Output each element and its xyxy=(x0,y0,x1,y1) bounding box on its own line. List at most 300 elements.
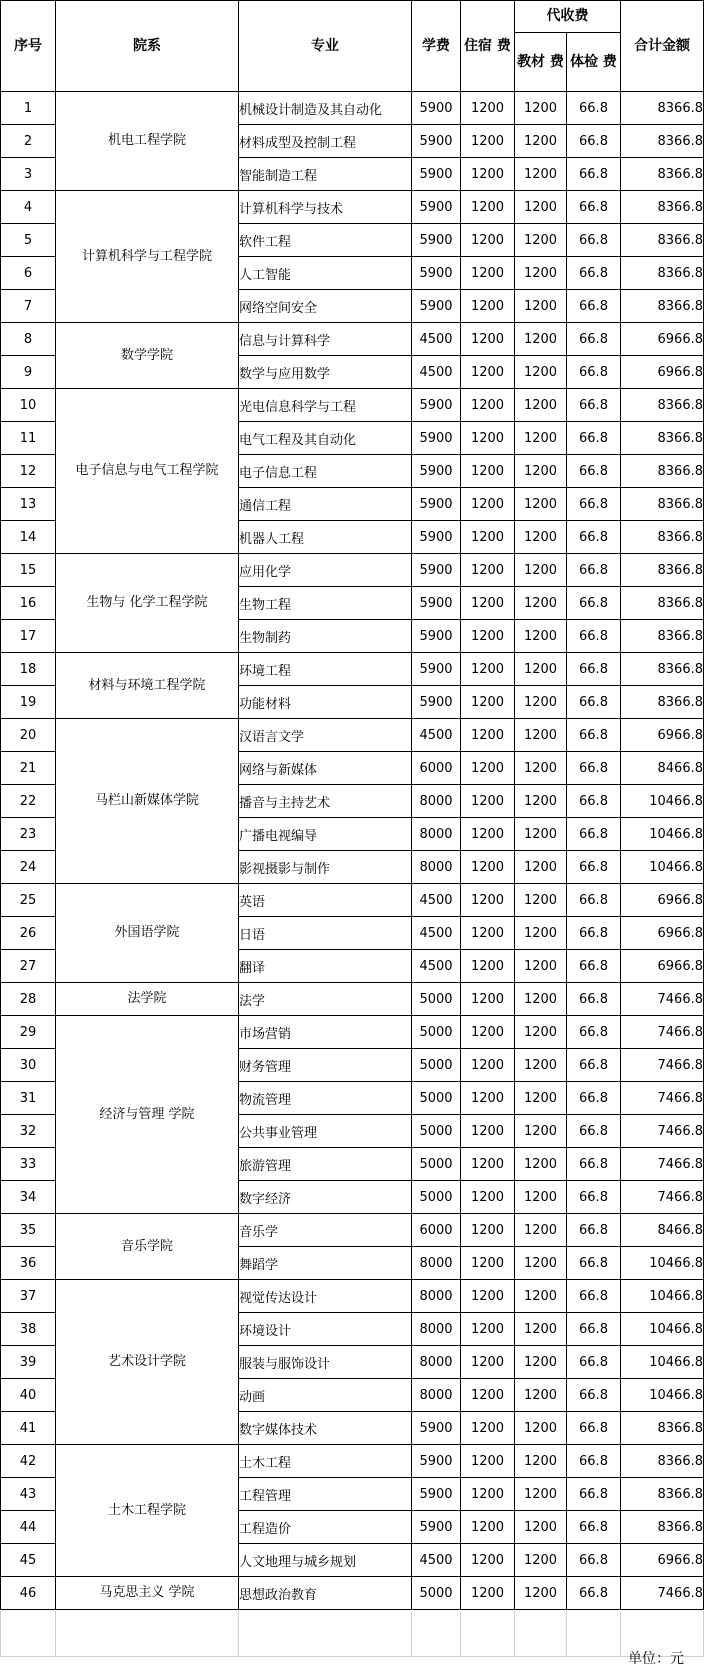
exam-fee-cell: 66.8 xyxy=(567,1346,621,1379)
exam-fee-cell: 66.8 xyxy=(567,587,621,620)
tuition-cell: 5000 xyxy=(412,1049,461,1082)
seq-cell: 19 xyxy=(1,686,56,719)
dorm-fee-cell: 1200 xyxy=(461,521,515,554)
major-cell: 数字经济 xyxy=(239,1181,412,1214)
dorm-fee-cell: 1200 xyxy=(461,1445,515,1478)
header-dorm: 住宿 费 xyxy=(461,1,515,92)
table-row xyxy=(1,323,704,356)
dorm-fee-cell: 1200 xyxy=(461,983,515,1016)
textbook-fee-cell: 1200 xyxy=(515,752,567,785)
exam-fee-cell: 66.8 xyxy=(567,488,621,521)
department-cell: 法学院 xyxy=(56,983,239,1016)
seq-cell: 34 xyxy=(1,1181,56,1214)
textbook-fee-cell: 1200 xyxy=(515,224,567,257)
tuition-cell: 8000 xyxy=(412,785,461,818)
tuition-cell: 4500 xyxy=(412,884,461,917)
total-cell: 10466.8 xyxy=(621,1346,704,1379)
exam-fee-cell: 66.8 xyxy=(567,1181,621,1214)
textbook-fee-cell: 1200 xyxy=(515,1049,567,1082)
seq-cell: 12 xyxy=(1,455,56,488)
exam-fee-cell: 66.8 xyxy=(567,620,621,653)
exam-fee-cell: 66.8 xyxy=(567,1313,621,1346)
exam-fee-cell: 66.8 xyxy=(567,323,621,356)
seq-cell: 1 xyxy=(1,92,56,125)
table-row xyxy=(1,92,704,125)
seq-cell: 27 xyxy=(1,950,56,983)
seq-cell: 32 xyxy=(1,1115,56,1148)
seq-cell: 2 xyxy=(1,125,56,158)
dorm-fee-cell: 1200 xyxy=(461,356,515,389)
seq-cell: 24 xyxy=(1,851,56,884)
total-cell: 8366.8 xyxy=(621,290,704,323)
total-cell: 7466.8 xyxy=(621,1082,704,1115)
exam-fee-cell: 66.8 xyxy=(567,1544,621,1577)
major-cell: 电子信息工程 xyxy=(239,455,412,488)
major-cell: 思想政治教育 xyxy=(239,1577,412,1610)
dorm-fee-cell: 1200 xyxy=(461,554,515,587)
tuition-cell: 5900 xyxy=(412,1478,461,1511)
empty-cell xyxy=(239,1610,412,1657)
exam-fee-cell: 66.8 xyxy=(567,1412,621,1445)
seq-cell: 9 xyxy=(1,356,56,389)
seq-cell: 43 xyxy=(1,1478,56,1511)
seq-cell: 37 xyxy=(1,1280,56,1313)
textbook-fee-cell: 1200 xyxy=(515,389,567,422)
tuition-cell: 8000 xyxy=(412,1379,461,1412)
dorm-fee-cell: 1200 xyxy=(461,686,515,719)
major-cell: 市场营销 xyxy=(239,1016,412,1049)
total-cell: 6966.8 xyxy=(621,719,704,752)
tuition-cell: 5000 xyxy=(412,1148,461,1181)
major-cell: 日语 xyxy=(239,917,412,950)
tuition-cell: 5000 xyxy=(412,1016,461,1049)
tuition-cell: 5900 xyxy=(412,422,461,455)
exam-fee-cell: 66.8 xyxy=(567,1379,621,1412)
major-cell: 翻译 xyxy=(239,950,412,983)
tuition-cell: 8000 xyxy=(412,851,461,884)
dorm-fee-cell: 1200 xyxy=(461,917,515,950)
total-cell: 8366.8 xyxy=(621,224,704,257)
major-cell: 服装与服饰设计 xyxy=(239,1346,412,1379)
exam-fee-cell: 66.8 xyxy=(567,1280,621,1313)
textbook-fee-cell: 1200 xyxy=(515,290,567,323)
major-cell: 广播电视编导 xyxy=(239,818,412,851)
textbook-fee-cell: 1200 xyxy=(515,554,567,587)
textbook-fee-cell: 1200 xyxy=(515,785,567,818)
textbook-fee-cell: 1200 xyxy=(515,1115,567,1148)
total-cell: 7466.8 xyxy=(621,1049,704,1082)
seq-cell: 38 xyxy=(1,1313,56,1346)
major-cell: 土木工程 xyxy=(239,1445,412,1478)
seq-cell: 42 xyxy=(1,1445,56,1478)
total-cell: 7466.8 xyxy=(621,1577,704,1610)
exam-fee-cell: 66.8 xyxy=(567,191,621,224)
seq-cell: 22 xyxy=(1,785,56,818)
textbook-fee-cell: 1200 xyxy=(515,422,567,455)
exam-fee-cell: 66.8 xyxy=(567,1049,621,1082)
total-cell: 8366.8 xyxy=(621,257,704,290)
dorm-fee-cell: 1200 xyxy=(461,1016,515,1049)
dorm-fee-cell: 1200 xyxy=(461,1412,515,1445)
total-cell: 10466.8 xyxy=(621,818,704,851)
empty-cell xyxy=(412,1610,461,1657)
textbook-fee-cell: 1200 xyxy=(515,1577,567,1610)
exam-fee-cell: 66.8 xyxy=(567,1478,621,1511)
tuition-cell: 5900 xyxy=(412,554,461,587)
department-cell: 电子信息与电气工程学院 xyxy=(56,389,239,554)
exam-fee-cell: 66.8 xyxy=(567,1247,621,1280)
seq-cell: 46 xyxy=(1,1577,56,1610)
dorm-fee-cell: 1200 xyxy=(461,1313,515,1346)
table-body xyxy=(1,92,704,1657)
textbook-fee-cell: 1200 xyxy=(515,653,567,686)
textbook-fee-cell: 1200 xyxy=(515,521,567,554)
header-major: 专业 xyxy=(239,1,412,92)
dorm-fee-cell: 1200 xyxy=(461,785,515,818)
tuition-cell: 5900 xyxy=(412,224,461,257)
dorm-fee-cell: 1200 xyxy=(461,851,515,884)
total-cell: 10466.8 xyxy=(621,1280,704,1313)
dorm-fee-cell: 1200 xyxy=(461,92,515,125)
seq-cell: 3 xyxy=(1,158,56,191)
seq-cell: 21 xyxy=(1,752,56,785)
total-cell: 8366.8 xyxy=(621,125,704,158)
dorm-fee-cell: 1200 xyxy=(461,884,515,917)
textbook-fee-cell: 1200 xyxy=(515,257,567,290)
major-cell: 计算机科学与技术 xyxy=(239,191,412,224)
textbook-fee-cell: 1200 xyxy=(515,1511,567,1544)
total-cell: 7466.8 xyxy=(621,1016,704,1049)
tuition-cell: 4500 xyxy=(412,323,461,356)
department-cell: 马栏山新媒体学院 xyxy=(56,719,239,884)
table-row xyxy=(1,1445,704,1478)
exam-fee-cell: 66.8 xyxy=(567,983,621,1016)
table-row xyxy=(1,1214,704,1247)
total-cell: 8366.8 xyxy=(621,653,704,686)
tuition-cell: 5000 xyxy=(412,983,461,1016)
major-cell: 公共事业管理 xyxy=(239,1115,412,1148)
seq-cell: 15 xyxy=(1,554,56,587)
tuition-cell: 4500 xyxy=(412,719,461,752)
total-cell: 8466.8 xyxy=(621,752,704,785)
dorm-fee-cell: 1200 xyxy=(461,719,515,752)
textbook-fee-cell: 1200 xyxy=(515,1445,567,1478)
textbook-fee-cell: 1200 xyxy=(515,92,567,125)
dorm-fee-cell: 1200 xyxy=(461,1214,515,1247)
total-cell: 8366.8 xyxy=(621,158,704,191)
tuition-cell: 5000 xyxy=(412,1082,461,1115)
table-row xyxy=(1,1016,704,1049)
dorm-fee-cell: 1200 xyxy=(461,1511,515,1544)
seq-cell: 8 xyxy=(1,323,56,356)
major-cell: 网络与新媒体 xyxy=(239,752,412,785)
exam-fee-cell: 66.8 xyxy=(567,290,621,323)
tuition-cell: 5000 xyxy=(412,1577,461,1610)
dorm-fee-cell: 1200 xyxy=(461,158,515,191)
exam-fee-cell: 66.8 xyxy=(567,356,621,389)
dorm-fee-cell: 1200 xyxy=(461,1346,515,1379)
exam-fee-cell: 66.8 xyxy=(567,950,621,983)
textbook-fee-cell: 1200 xyxy=(515,1544,567,1577)
seq-cell: 45 xyxy=(1,1544,56,1577)
seq-cell: 13 xyxy=(1,488,56,521)
textbook-fee-cell: 1200 xyxy=(515,191,567,224)
seq-cell: 26 xyxy=(1,917,56,950)
tuition-cell: 5900 xyxy=(412,1511,461,1544)
exam-fee-cell: 66.8 xyxy=(567,422,621,455)
dorm-fee-cell: 1200 xyxy=(461,950,515,983)
exam-fee-cell: 66.8 xyxy=(567,686,621,719)
total-cell: 8366.8 xyxy=(621,455,704,488)
major-cell: 物流管理 xyxy=(239,1082,412,1115)
textbook-fee-cell: 1200 xyxy=(515,323,567,356)
seq-cell: 5 xyxy=(1,224,56,257)
department-cell: 材料与环境工程学院 xyxy=(56,653,239,719)
department-cell: 计算机科学与工程学院 xyxy=(56,191,239,323)
exam-fee-cell: 66.8 xyxy=(567,92,621,125)
tuition-cell: 8000 xyxy=(412,1247,461,1280)
table-row xyxy=(1,653,704,686)
unit-label: 单位：元 xyxy=(628,1651,684,1667)
major-cell: 智能制造工程 xyxy=(239,158,412,191)
dorm-fee-cell: 1200 xyxy=(461,1082,515,1115)
tuition-cell: 5900 xyxy=(412,587,461,620)
textbook-fee-cell: 1200 xyxy=(515,158,567,191)
dorm-fee-cell: 1200 xyxy=(461,191,515,224)
exam-fee-cell: 66.8 xyxy=(567,224,621,257)
dorm-fee-cell: 1200 xyxy=(461,125,515,158)
header-exam: 体检 费 xyxy=(567,33,621,92)
seq-cell: 44 xyxy=(1,1511,56,1544)
dorm-fee-cell: 1200 xyxy=(461,818,515,851)
exam-fee-cell: 66.8 xyxy=(567,1445,621,1478)
tuition-cell: 5900 xyxy=(412,191,461,224)
seq-cell: 30 xyxy=(1,1049,56,1082)
dorm-fee-cell: 1200 xyxy=(461,1544,515,1577)
seq-cell: 35 xyxy=(1,1214,56,1247)
major-cell: 环境设计 xyxy=(239,1313,412,1346)
total-cell: 10466.8 xyxy=(621,1247,704,1280)
major-cell: 机器人工程 xyxy=(239,521,412,554)
tuition-cell: 4500 xyxy=(412,356,461,389)
table-row xyxy=(1,1280,704,1313)
textbook-fee-cell: 1200 xyxy=(515,1379,567,1412)
tuition-cell: 5900 xyxy=(412,290,461,323)
tuition-cell: 5900 xyxy=(412,488,461,521)
tuition-cell: 5900 xyxy=(412,125,461,158)
total-cell: 8366.8 xyxy=(621,587,704,620)
department-cell: 数学学院 xyxy=(56,323,239,389)
total-cell: 8366.8 xyxy=(621,1412,704,1445)
dorm-fee-cell: 1200 xyxy=(461,1577,515,1610)
total-cell: 8366.8 xyxy=(621,686,704,719)
tuition-cell: 5900 xyxy=(412,389,461,422)
exam-fee-cell: 66.8 xyxy=(567,521,621,554)
total-cell: 8366.8 xyxy=(621,1511,704,1544)
dorm-fee-cell: 1200 xyxy=(461,752,515,785)
textbook-fee-cell: 1200 xyxy=(515,587,567,620)
dorm-fee-cell: 1200 xyxy=(461,1379,515,1412)
table-row xyxy=(1,389,704,422)
tuition-cell: 8000 xyxy=(412,1346,461,1379)
major-cell: 信息与计算科学 xyxy=(239,323,412,356)
exam-fee-cell: 66.8 xyxy=(567,158,621,191)
seq-cell: 33 xyxy=(1,1148,56,1181)
dorm-fee-cell: 1200 xyxy=(461,1181,515,1214)
tuition-cell: 5900 xyxy=(412,686,461,719)
textbook-fee-cell: 1200 xyxy=(515,356,567,389)
department-cell: 经济与管理 学院 xyxy=(56,1016,239,1214)
total-cell: 10466.8 xyxy=(621,1379,704,1412)
major-cell: 法学 xyxy=(239,983,412,1016)
textbook-fee-cell: 1200 xyxy=(515,818,567,851)
seq-cell: 18 xyxy=(1,653,56,686)
dorm-fee-cell: 1200 xyxy=(461,455,515,488)
total-cell: 10466.8 xyxy=(621,851,704,884)
textbook-fee-cell: 1200 xyxy=(515,917,567,950)
dorm-fee-cell: 1200 xyxy=(461,1049,515,1082)
department-cell: 土木工程学院 xyxy=(56,1445,239,1577)
dorm-fee-cell: 1200 xyxy=(461,422,515,455)
table-row xyxy=(1,884,704,917)
seq-cell: 25 xyxy=(1,884,56,917)
tuition-cell: 8000 xyxy=(412,1280,461,1313)
major-cell: 工程造价 xyxy=(239,1511,412,1544)
tuition-cell: 5900 xyxy=(412,455,461,488)
textbook-fee-cell: 1200 xyxy=(515,851,567,884)
exam-fee-cell: 66.8 xyxy=(567,455,621,488)
major-cell: 软件工程 xyxy=(239,224,412,257)
total-cell: 8366.8 xyxy=(621,521,704,554)
seq-cell: 14 xyxy=(1,521,56,554)
dorm-fee-cell: 1200 xyxy=(461,653,515,686)
seq-cell: 16 xyxy=(1,587,56,620)
major-cell: 机械设计制造及其自动化 xyxy=(239,92,412,125)
exam-fee-cell: 66.8 xyxy=(567,1511,621,1544)
total-cell: 8366.8 xyxy=(621,488,704,521)
total-cell: 6966.8 xyxy=(621,1544,704,1577)
total-cell: 6966.8 xyxy=(621,323,704,356)
seq-cell: 11 xyxy=(1,422,56,455)
dorm-fee-cell: 1200 xyxy=(461,257,515,290)
department-cell: 外国语学院 xyxy=(56,884,239,983)
tuition-cell: 5900 xyxy=(412,257,461,290)
tuition-cell: 8000 xyxy=(412,1313,461,1346)
department-cell: 机电工程学院 xyxy=(56,92,239,191)
dorm-fee-cell: 1200 xyxy=(461,224,515,257)
seq-cell: 29 xyxy=(1,1016,56,1049)
major-cell: 电气工程及其自动化 xyxy=(239,422,412,455)
textbook-fee-cell: 1200 xyxy=(515,1280,567,1313)
header-total: 合计金额 xyxy=(621,1,704,92)
seq-cell: 36 xyxy=(1,1247,56,1280)
exam-fee-cell: 66.8 xyxy=(567,785,621,818)
major-cell: 生物制药 xyxy=(239,620,412,653)
dorm-fee-cell: 1200 xyxy=(461,1478,515,1511)
seq-cell: 7 xyxy=(1,290,56,323)
textbook-fee-cell: 1200 xyxy=(515,719,567,752)
major-cell: 环境工程 xyxy=(239,653,412,686)
exam-fee-cell: 66.8 xyxy=(567,917,621,950)
seq-cell: 31 xyxy=(1,1082,56,1115)
seq-cell: 4 xyxy=(1,191,56,224)
seq-cell: 17 xyxy=(1,620,56,653)
seq-cell: 20 xyxy=(1,719,56,752)
major-cell: 工程管理 xyxy=(239,1478,412,1511)
total-cell: 10466.8 xyxy=(621,1313,704,1346)
total-cell: 8366.8 xyxy=(621,191,704,224)
major-cell: 舞蹈学 xyxy=(239,1247,412,1280)
exam-fee-cell: 66.8 xyxy=(567,1577,621,1610)
empty-cell xyxy=(1,1610,56,1657)
tuition-cell: 5900 xyxy=(412,158,461,191)
major-cell: 英语 xyxy=(239,884,412,917)
total-cell: 6966.8 xyxy=(621,950,704,983)
dorm-fee-cell: 1200 xyxy=(461,1280,515,1313)
dorm-fee-cell: 1200 xyxy=(461,290,515,323)
textbook-fee-cell: 1200 xyxy=(515,950,567,983)
department-cell: 艺术设计学院 xyxy=(56,1280,239,1445)
dorm-fee-cell: 1200 xyxy=(461,1148,515,1181)
textbook-fee-cell: 1200 xyxy=(515,686,567,719)
header-seq: 序号 xyxy=(1,1,56,92)
exam-fee-cell: 66.8 xyxy=(567,752,621,785)
tuition-cell: 5900 xyxy=(412,620,461,653)
exam-fee-cell: 66.8 xyxy=(567,818,621,851)
major-cell: 网络空间安全 xyxy=(239,290,412,323)
total-cell: 7466.8 xyxy=(621,1148,704,1181)
total-cell: 7466.8 xyxy=(621,983,704,1016)
tuition-cell: 4500 xyxy=(412,950,461,983)
tuition-cell: 5000 xyxy=(412,1181,461,1214)
major-cell: 汉语言文学 xyxy=(239,719,412,752)
tuition-cell: 5900 xyxy=(412,1412,461,1445)
major-cell: 通信工程 xyxy=(239,488,412,521)
total-cell: 8366.8 xyxy=(621,389,704,422)
tuition-cell: 5900 xyxy=(412,92,461,125)
department-cell: 生物与 化学工程学院 xyxy=(56,554,239,653)
total-cell: 8366.8 xyxy=(621,1445,704,1478)
seq-cell: 10 xyxy=(1,389,56,422)
total-cell: 8466.8 xyxy=(621,1214,704,1247)
textbook-fee-cell: 1200 xyxy=(515,488,567,521)
empty-cell xyxy=(56,1610,239,1657)
seq-cell: 28 xyxy=(1,983,56,1016)
major-cell: 数学与应用数学 xyxy=(239,356,412,389)
total-cell: 8366.8 xyxy=(621,1478,704,1511)
table-row xyxy=(1,719,704,752)
major-cell: 人工智能 xyxy=(239,257,412,290)
total-cell: 6966.8 xyxy=(621,356,704,389)
major-cell: 应用化学 xyxy=(239,554,412,587)
textbook-fee-cell: 1200 xyxy=(515,1346,567,1379)
exam-fee-cell: 66.8 xyxy=(567,257,621,290)
exam-fee-cell: 66.8 xyxy=(567,1082,621,1115)
tuition-cell: 4500 xyxy=(412,1544,461,1577)
tuition-cell: 5000 xyxy=(412,1115,461,1148)
table-row xyxy=(1,191,704,224)
seq-cell: 39 xyxy=(1,1346,56,1379)
textbook-fee-cell: 1200 xyxy=(515,884,567,917)
major-cell: 功能材料 xyxy=(239,686,412,719)
dorm-fee-cell: 1200 xyxy=(461,1115,515,1148)
dorm-fee-cell: 1200 xyxy=(461,323,515,356)
exam-fee-cell: 66.8 xyxy=(567,125,621,158)
table-header xyxy=(1,1,704,92)
major-cell: 财务管理 xyxy=(239,1049,412,1082)
dorm-fee-cell: 1200 xyxy=(461,389,515,422)
textbook-fee-cell: 1200 xyxy=(515,983,567,1016)
